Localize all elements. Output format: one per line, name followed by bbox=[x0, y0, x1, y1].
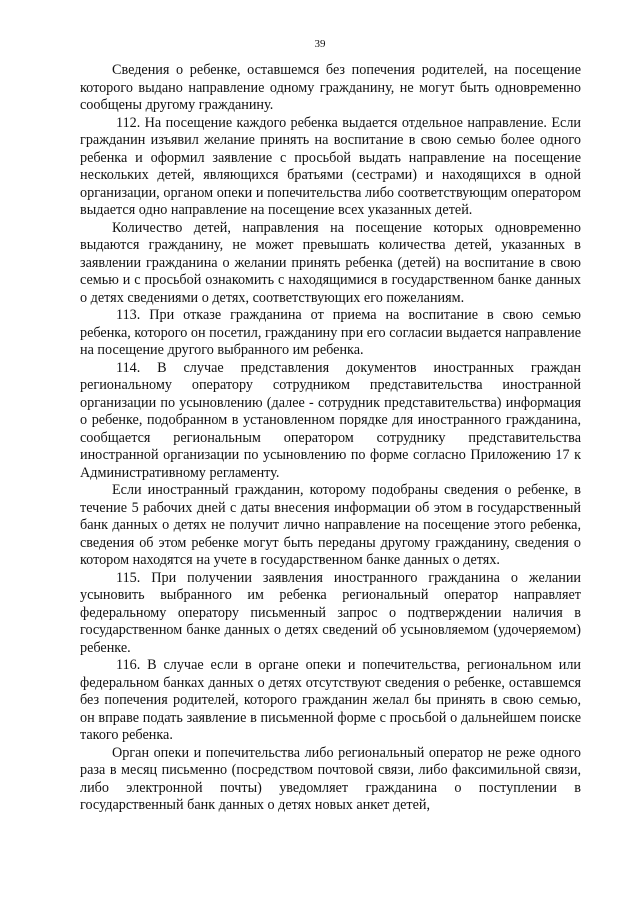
paragraph-item-116: 116. В случае если в органе опеки и попечительства, региональном или федеральном банках данных о детях отсутствуют сведения о ребенке, оставшемся без попечения родителей, которого гражданин желал бы принять в свою семью, он вправе подать заявление в письменной форме с просьбой о дальнейшем поиске такого ребенка. bbox=[80, 657, 581, 743]
paragraph: Орган опеки и попечительства либо региональный оператор не реже одного раза в месяц письменно (посредством почтовой связи, либо факсимильной связи, либо электронной почты) уведомляет гражданина о поступлении в государственный банк данных о детях новых анкет детей, bbox=[80, 744, 581, 813]
paragraph: Сведения о ребенке, оставшемся без попечения родителей, на посещение которого выдано направление одному гражданину, не могут быть одновременно сообщены другому гражданину. bbox=[80, 62, 581, 113]
paragraph: Если иностранный гражданин, которому подобраны сведения о ребенке, в течение 5 рабочих дней с даты внесения информации об этом в государственный банк данных о детях не получит лично направление на посещение этого ребенка, сведения об этом ребенке могут быть переданы другому гражданину, сведения о котором находятся на учете в государственном банке данных о детях. bbox=[80, 482, 581, 568]
document-body bbox=[80, 62, 581, 815]
paragraph-item-113: 113. При отказе гражданина от приема на воспитание в свою семью ребенка, которого он посетил, гражданину при его согласии выдается направление на посещение другого выбранного им ребенка. bbox=[80, 307, 581, 358]
paragraph: Количество детей, направления на посещение которых одновременно выдаются гражданину, не может превышать количества детей, указанных в заявлении гражданина о желании принять ребенка (детей) на воспитание в свою семью и с просьбой ознакомить с находящимися в государственном банке данных о детях сведениями о детях, соответствующих его пожеланиям. bbox=[80, 219, 581, 306]
paragraph-item-112: 112. На посещение каждого ребенка выдается отдельное направление. Если гражданин изъявил желание принять на воспитание в свою семью более одного ребенка и оформил заявление с просьбой выдать направление на посещение нескольких детей, являющихся братьями (сестрами) и находящихся в одной организации, органом опеки и попечительства либо соответствующим оператором выдается одно направление на посещение всех указанных детей. bbox=[80, 114, 581, 218]
page-number: 39 bbox=[314, 38, 326, 50]
paragraph-item-115: 115. При получении заявления иностранного гражданина о желании усыновить выбранного им ребенка региональный оператор направляет федеральному оператору письменный запрос о подтверждении наличия в государственном банке данных о детях сведений об усыновляемом (удочеряемом) ребенке. bbox=[80, 569, 581, 656]
paragraph-item-114: 114. В случае представления документов иностранных граждан региональному оператору сотрудником представительства иностранной организации по усыновлению (далее - сотрудник представительства) информация о ребенке, подобранном в установленном порядке для иностранного гражданина, сообщается региональным оператором сотруднику представительства иностранной организации по усыновлению по форме согласно Приложению 17 к Административному регламенту. bbox=[80, 359, 581, 481]
